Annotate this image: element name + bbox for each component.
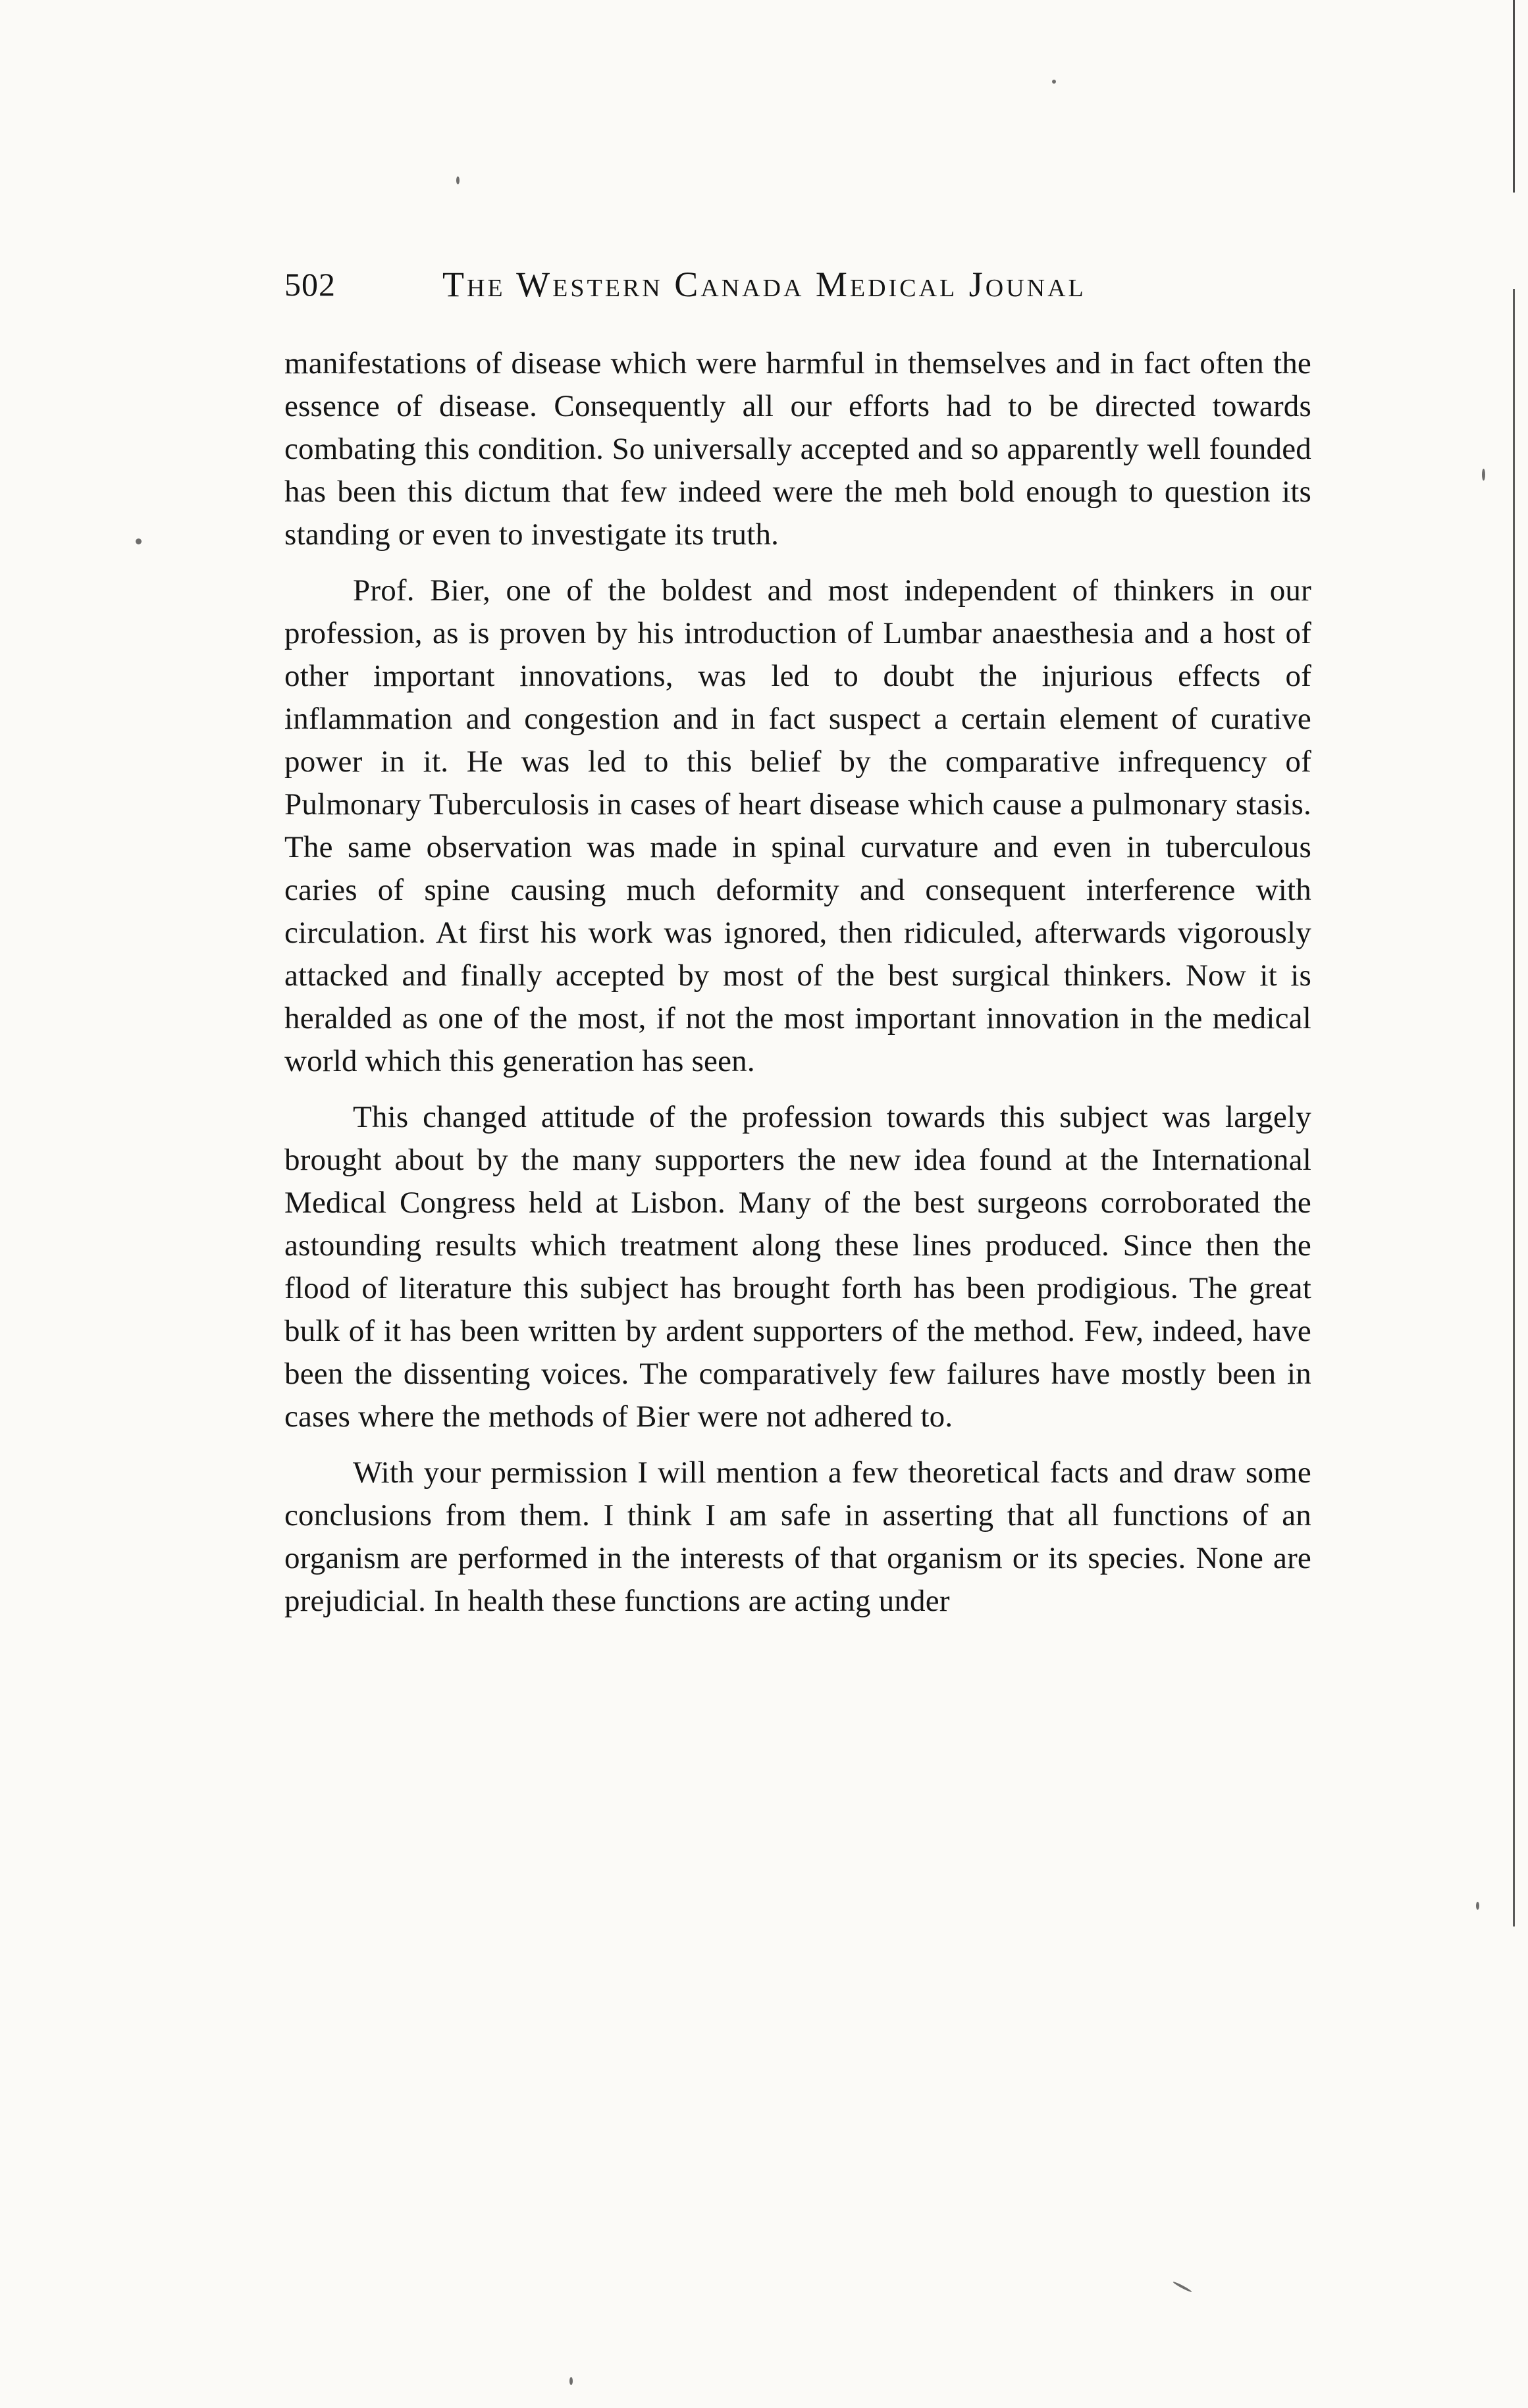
article-body [284,342,1311,1623]
body-paragraph: This changed attitude of the profession towards this subject was largely brought about by the many supporters the new idea found at the International Medical Congress held at Lisbon. Many of the best surgeons corroborated the astounding results which treatment along these lines produced. Since then the flood of literature this subject has brought forth has been prodigious. The great bulk of it has been written by ardent supporters of the method. Few, indeed, have been the dissenting voices. The comparatively few failures have mostly been in cases where the methods of Bier were not adhered to. [284,1100,1311,1434]
page-number: 502 [284,266,336,303]
body-paragraph: manifestations of disease which were harmful in themselves and in fact often the essence of disease. Consequently all our efforts had to be directed towards combating this condition. So universally accepted and so apparently well founded has been this dictum that few indeed were the meh bold enough to question its standing or even to investigate its truth. [284,346,1311,552]
scan-speck [1172,2281,1192,2293]
scan-edge-line [1513,0,1515,2408]
journal-title: The Western Canada Medical Jounal [442,265,1086,304]
body-paragraph: Prof. Bier, one of the boldest and most independent of thinkers in our profession, as is proven by his introduction of Lumbar anaesthesia and a host of other important innovations, was led to doubt the injurious effects of inflammation and congestion and in fact suspect a certain element of curative power in it. He was led to this belief by the comparative infrequency of Pulmonary Tuberculosis in cases of heart disease which cause a pulmonary stasis. The same observation was made in spinal curvature and even in tuberculous caries of spine causing much deformity and consequent interference with circulation. At first his work was ignored, then ridiculed, afterwards vigorously attacked and finally accepted by most of the best surgical thinkers. Now it is heralded as one of the most, if not the most important innovation in the medical world which this generation has seen. [284,573,1311,1078]
scan-speck [1476,1902,1479,1910]
body-paragraph: With your permission I will mention a few theoretical facts and draw some conclusions from them. I think I am safe in asserting that all functions of an organism are performed in the interests of that organism or its species. None are prejudicial. In health these functions are acting under [284,1455,1311,1618]
scan-speck [569,2377,573,2385]
scan-speck [136,538,142,544]
scan-speck [456,176,460,184]
running-header [284,258,1311,311]
scan-speck [1052,80,1056,84]
scan-speck [1482,469,1485,481]
